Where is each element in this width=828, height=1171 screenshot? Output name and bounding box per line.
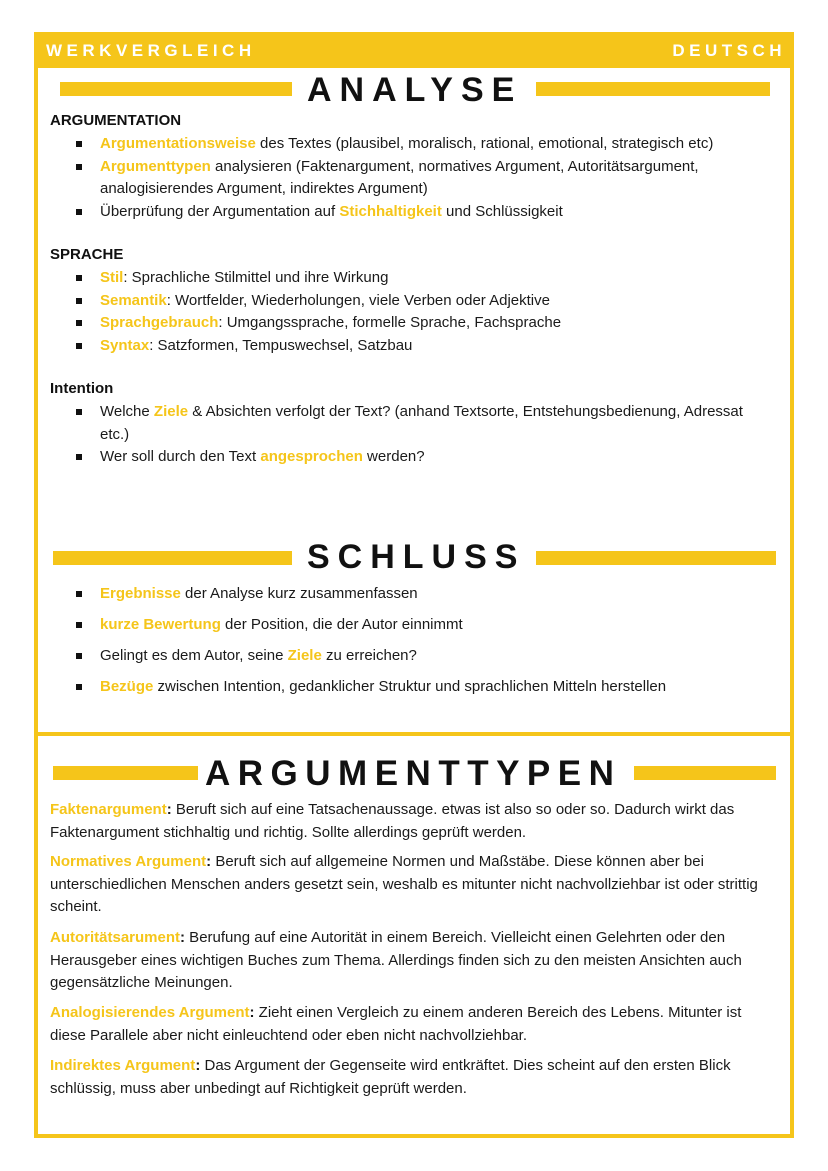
list-item: Semantik: Wortfelder, Wiederholungen, viele Verben oder Adjektive: [74, 290, 774, 313]
header-subject: WERKVERGLEICH: [46, 41, 256, 60]
section-title-schluss: SCHLUSS: [307, 538, 526, 576]
title-stripe-right: [536, 551, 776, 565]
group-heading-intention: Intention: [50, 380, 114, 397]
section-title-argumenttypen: ARGUMENTTYPEN: [205, 754, 622, 793]
list-item: Syntax: Satzformen, Tempuswechsel, Satzbau: [74, 335, 774, 358]
argument-entry-fakten: Faktenargument: Beruft sich auf eine Tatsachenaussage. etwas ist also so oder so. Dadurch wirkt das Faktenargument stichhaltig und richtig. Sollte allerdings geprüft werden.: [50, 801, 735, 841]
argument-entry-autoritaet: Autoritätsarument: Berufung auf eine Autorität in einem Bereich. Vielleicht einen Gelehrten oder den Herausgeber eines wichtigen Buches zum Thema. Allerdings finden sich zu den meisten Ansichten auch gegensätzliche Meinungen.: [50, 929, 742, 991]
group-heading-argumentation: ARGUMENTATION: [50, 112, 182, 129]
list-item: Welche Ziele & Absichten verfolgt der Text? (anhand Textsorte, Entstehungsbedienung, Adressat etc.): [74, 401, 774, 446]
title-stripe-left: [53, 766, 198, 780]
title-stripe-right: [634, 766, 776, 780]
list-item: Stil: Sprachliche Stilmittel und ihre Wirkung: [74, 267, 774, 290]
argumentation-list: [74, 133, 774, 223]
list-item: Bezüge zwischen Intention, gedanklicher Struktur und sprachlichen Mitteln herstellen: [74, 676, 774, 699]
list-item: kurze Bewertung der Position, die der Autor einnimmt: [74, 614, 774, 637]
argument-entry-indirekt: Indirektes Argument: Das Argument der Gegenseite wird entkräftet. Dies scheint auf den ersten Blick schlüssig, muss aber unbedingt auf Richtigkeit geprüft werden.: [50, 1057, 731, 1097]
list-item: Argumentationsweise des Textes (plausibel, moralisch, rational, emotional, strategisch etc): [74, 133, 774, 156]
title-stripe-left: [53, 551, 292, 565]
title-stripe-right: [536, 82, 770, 96]
sprache-list: [74, 267, 774, 357]
intention-list: [74, 401, 774, 469]
section-title-analyse: ANALYSE: [307, 71, 523, 109]
header-course: DEUTSCH: [672, 41, 786, 60]
title-stripe-left: [60, 82, 292, 96]
list-item: Gelingt es dem Autor, seine Ziele zu erreichen?: [74, 645, 774, 668]
header-bar: [34, 32, 794, 68]
group-heading-sprache: SPRACHE: [50, 246, 124, 263]
schluss-list: [74, 583, 774, 707]
list-item: Ergebnisse der Analyse kurz zusammenfassen: [74, 583, 774, 606]
argument-entry-normativ: Normatives Argument: Beruft sich auf allgemeine Normen und Maßstäbe. Diese können aber bei unterschiedlichen Menschen anders gesetzt sein, weshalb es mitunter nicht nachvollziehbar ist oder strittig scheint.: [50, 853, 758, 915]
list-item: Sprachgebrauch: Umgangssprache, formelle Sprache, Fachsprache: [74, 312, 774, 335]
list-item: Argumenttypen analysieren (Faktenargument, normatives Argument, Autoritätsargument, analogisierendes Argument, indirektes Argument): [74, 156, 774, 201]
argument-entry-analogisierend: Analogisierendes Argument: Zieht einen Vergleich zu einem anderen Bereich des Lebens. Mitunter ist diese Parallele aber nicht einleuchtend oder eben nicht nachvollziehbar.: [50, 1004, 742, 1044]
list-item: Wer soll durch den Text angesprochen werden?: [74, 446, 774, 469]
list-item: Überprüfung der Argumentation auf Stichhaltigkeit und Schlüssigkeit: [74, 201, 774, 224]
